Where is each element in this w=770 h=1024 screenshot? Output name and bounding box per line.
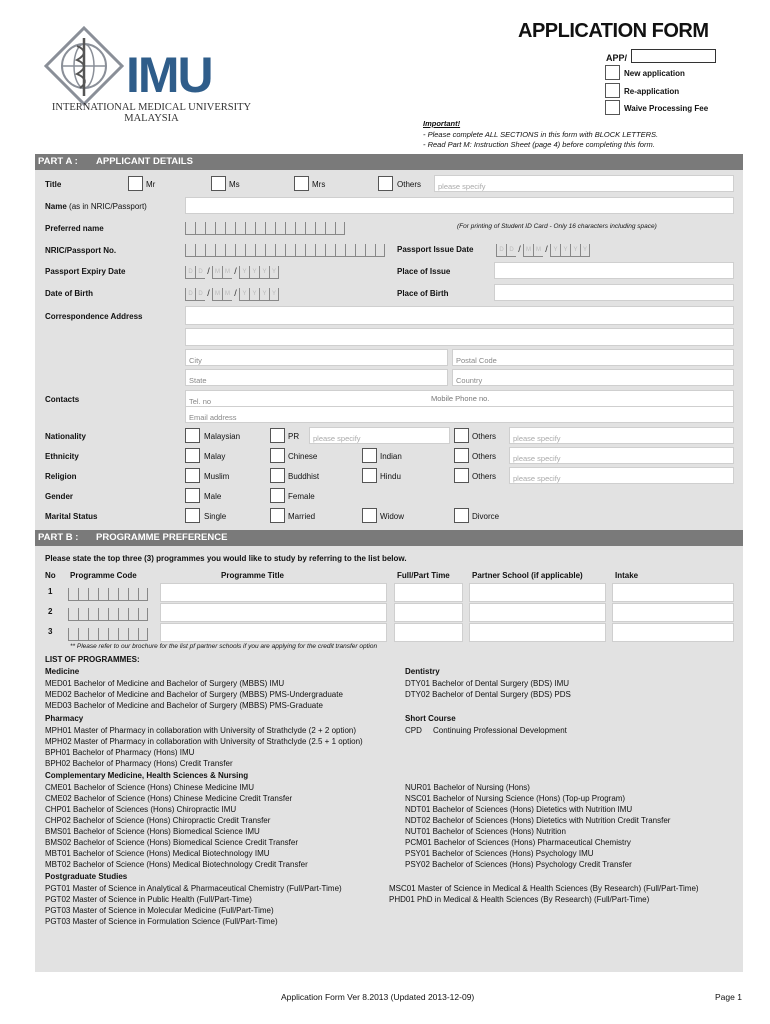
programme-item: MBT01 Bachelor of Science (Hons) Medical Biotechnology IMU (45, 849, 270, 858)
placeholder: Tel. no (189, 397, 212, 406)
programme-item: PGT03 Master of Science in Formulation Science (Full/Part-Time) (45, 917, 278, 926)
important-line: - Please complete ALL SECTIONS in this form with BLOCK LETTERS. (423, 129, 659, 139)
col-full-part-time: Full/Part Time (397, 571, 450, 580)
gender-female-checkbox[interactable] (270, 488, 285, 503)
programme-item: BPH01 Bachelor of Pharmacy (Hons) IMU (45, 748, 195, 757)
place-of-issue-input[interactable] (494, 262, 734, 279)
re-application-label: Re-application (624, 87, 680, 96)
placeholder: Postal Code (456, 356, 497, 365)
programme-item: CME01 Bachelor of Science (Hons) Chinese Medicine IMU (45, 783, 254, 792)
intake-input[interactable] (612, 603, 734, 622)
col-programme-code: Programme Code (70, 571, 137, 580)
preferred-name-boxes[interactable] (185, 222, 345, 235)
logo (44, 26, 259, 124)
programme-item: MED02 Bachelor of Medicine and Bachelor of Surgery (MBBS) PMS-Undergraduate (45, 690, 343, 699)
app-label: APP/ (606, 53, 628, 63)
address-line-1-input[interactable] (185, 306, 734, 325)
nationality-pr-checkbox[interactable] (270, 428, 285, 443)
important-note (423, 119, 658, 151)
programme-item: NDT02 Bachelor of Sciences (Hons) Dietetics with Nutrition Credit Transfer (405, 816, 671, 825)
nationality-malaysian-checkbox[interactable] (185, 428, 200, 443)
waive-fee-checkbox[interactable] (605, 100, 620, 115)
religion-others-checkbox[interactable] (454, 468, 469, 483)
part-b-label: PART B : (38, 532, 79, 543)
partner-school-input[interactable] (469, 603, 606, 622)
programme-item: NSC01 Bachelor of Nursing Science (Hons) (Top-up Program) (405, 794, 626, 803)
programme-item: PGT03 Master of Science in Molecular Medicine (Full/Part-Time) (45, 906, 274, 915)
preferred-name-note: (For printing of Student ID Card - Only 16 characters including space) (457, 223, 657, 230)
col-no: No (45, 571, 56, 580)
full-part-time-input[interactable] (394, 603, 463, 622)
row-number: 2 (48, 607, 53, 616)
part-b-header (35, 530, 743, 546)
intake-input[interactable] (612, 623, 734, 642)
address-line-2-input[interactable] (185, 328, 734, 346)
title-others-checkbox[interactable] (378, 176, 393, 191)
programme-item: MED01 Bachelor of Medicine and Bachelor of Surgery (MBBS) IMU (45, 679, 285, 688)
programme-item: MBT02 Bachelor of Science (Hons) Medical Biotechnology Credit Transfer (45, 860, 308, 869)
footer-page: Page 1 (715, 992, 742, 1002)
placeholder: please specify (313, 434, 361, 443)
placeholder: City (189, 356, 202, 365)
name-label-sub: (as in NRIC/Passport) (69, 202, 147, 211)
programme-item: CPD Continuing Professional Development (405, 726, 567, 735)
ethnicity-specify-input[interactable] (509, 447, 734, 464)
new-application-label: New application (624, 69, 685, 78)
medicine-heading: Medicine (45, 667, 80, 676)
title-label: Title (45, 180, 62, 189)
row-number: 3 (48, 627, 53, 636)
pharmacy-heading: Pharmacy (45, 714, 84, 723)
name-label (45, 202, 147, 211)
country-input[interactable] (452, 369, 734, 386)
col-programme-title: Programme Title (221, 571, 284, 580)
part-a-title: APPLICANT DETAILS (96, 156, 193, 167)
programme-item: NUR01 Bachelor of Nursing (Hons) (405, 783, 530, 792)
programme-item: PHD01 PhD in Medical & Health Sciences (By Research) (Full/Part-Time) (389, 895, 650, 904)
gender-male-label: Male (204, 492, 222, 501)
nationality-label: Nationality (45, 432, 86, 441)
app-number-input[interactable] (631, 49, 716, 63)
religion-buddhist-label: Buddhist (288, 472, 320, 481)
programme-item: NDT01 Bachelor of Sciences (Hons) Dietetics with Nutrition IMU (405, 805, 633, 814)
marital-divorce-label: Divorce (472, 512, 500, 521)
placeholder: State (189, 376, 207, 385)
programme-item: BPH02 Bachelor of Pharmacy (Hons) Credit Transfer (45, 759, 233, 768)
marital-widow-checkbox[interactable] (362, 508, 377, 523)
ethnicity-chinese-checkbox[interactable] (270, 448, 285, 463)
placeholder: Email address (189, 413, 237, 422)
programme-item: DTY01 Bachelor of Dental Surgery (BDS) IMU (405, 679, 570, 688)
programme-item: PSY01 Bachelor of Sciences (Hons) Psychology IMU (405, 849, 594, 858)
marital-divorce-checkbox[interactable] (454, 508, 469, 523)
programme-item: MED03 Bachelor of Medicine and Bachelor of Surgery (MBBS) PMS-Graduate (45, 701, 323, 710)
important-title: Important! (423, 119, 461, 128)
passport-issue-date-label: Passport Issue Date (397, 245, 474, 254)
imu-globe-icon (44, 26, 124, 106)
ethnicity-chinese-label: Chinese (288, 452, 318, 461)
partner-school-input[interactable] (469, 623, 606, 642)
ethnicity-indian-label: Indian (380, 452, 402, 461)
footer-version: Application Form Ver 8.2013 (Updated 2013-12-09) (281, 992, 475, 1002)
list-title: LIST OF PROGRAMMES: (45, 655, 140, 664)
title-mrs-checkbox[interactable] (294, 176, 309, 191)
nationality-malaysian-label: Malaysian (204, 432, 241, 441)
name-input[interactable] (185, 197, 734, 214)
nric-label: NRIC/Passport No. (45, 246, 117, 255)
passport-issue-date-boxes[interactable]: D D / M M / Y Y Y Y (496, 244, 590, 257)
nationality-pr-label: PR (288, 432, 300, 441)
passport-expiry-label: Passport Expiry Date (45, 267, 126, 276)
dob-label: Date of Birth (45, 289, 93, 298)
passport-expiry-boxes[interactable]: D D / M M / Y Y Y Y (185, 266, 279, 279)
part-a-header (35, 154, 743, 170)
religion-buddhist-checkbox[interactable] (270, 468, 285, 483)
email-input[interactable] (185, 406, 734, 423)
place-of-birth-input[interactable] (494, 284, 734, 301)
re-application-checkbox[interactable] (605, 83, 620, 98)
programme-item: PGT02 Master of Science in Public Health (Full/Part-Time) (45, 895, 252, 904)
row-number: 1 (48, 587, 53, 596)
name-label-text: Name (45, 202, 67, 211)
title-mr-label: Mr (146, 180, 156, 189)
title-mrs-label: Mrs (312, 180, 326, 189)
marital-married-checkbox[interactable] (270, 508, 285, 523)
dob-boxes[interactable]: D D / M M / Y Y Y Y (185, 288, 279, 301)
mobile-label: Mobile Phone no. (431, 394, 490, 403)
university-country: MALAYSIA (124, 113, 179, 124)
contacts-label: Contacts (45, 395, 80, 404)
programme-item: PGT01 Master of Science in Analytical & Pharmaceutical Chemistry (Full/Part-Time) (45, 884, 342, 893)
placeholder: please specify (513, 454, 561, 463)
placeholder: please specify (513, 434, 561, 443)
religion-hindu-label: Hindu (380, 472, 401, 481)
ethnicity-others-label: Others (472, 452, 497, 461)
nationality-specify-input[interactable] (509, 427, 734, 444)
preferred-name-label: Preferred name (45, 224, 104, 233)
place-of-issue-label: Place of Issue (397, 267, 451, 276)
programme-title-input[interactable] (160, 583, 387, 602)
university-name: INTERNATIONAL MEDICAL UNIVERSITY (51, 102, 252, 113)
programme-code-boxes[interactable] (68, 628, 148, 641)
waive-fee-label: Waive Processing Fee (624, 104, 709, 113)
programme-item: BMS02 Bachelor of Science (Hons) Biomedical Science Credit Transfer (45, 838, 298, 847)
correspondence-address-label: Correspondence Address (45, 312, 143, 321)
full-part-time-input[interactable] (394, 623, 463, 642)
religion-label: Religion (45, 472, 77, 481)
col-intake: Intake (615, 571, 639, 580)
programme-code-boxes[interactable] (68, 588, 148, 601)
programme-item: NUT01 Bachelor of Sciences (Hons) Nutrition (405, 827, 566, 836)
religion-muslim-label: Muslim (204, 472, 230, 481)
programme-title-input[interactable] (160, 623, 387, 642)
religion-muslim-checkbox[interactable] (185, 468, 200, 483)
marital-married-label: Married (288, 512, 316, 521)
placeholder: please specify (438, 182, 486, 191)
ethnicity-others-checkbox[interactable] (454, 448, 469, 463)
programme-item: DTY02 Bachelor of Dental Surgery (BDS) PDS (405, 690, 571, 699)
title-others-label: Others (397, 180, 422, 189)
programme-item: PSY02 Bachelor of Sciences (Hons) Psychology Credit Transfer (405, 860, 632, 869)
ethnicity-malay-label: Malay (204, 452, 226, 461)
programme-item: PCM01 Bachelor of Sciences (Hons) Pharmaceutical Chemistry (405, 838, 631, 847)
gender-male-checkbox[interactable] (185, 488, 200, 503)
pr-specify-input[interactable] (309, 427, 450, 444)
religion-others-label: Others (472, 472, 497, 481)
marital-single-label: Single (204, 512, 227, 521)
nationality-others-checkbox[interactable] (454, 428, 469, 443)
part-b-instruction: Please state the top three (3) programmes you would like to study by referring to the list below. (45, 554, 407, 563)
partner-school-note: ** Please refer to our brochure for the list pf partner schools if you are applying for the credit transfer option (70, 643, 378, 650)
placeholder: Country (456, 376, 483, 385)
programme-item: MPH02 Master of Pharmacy in collaboration with University of Strathclyde (2.5 + 1 option) (45, 737, 363, 746)
gender-label: Gender (45, 492, 74, 501)
placeholder: please specify (513, 474, 561, 483)
title-ms-checkbox[interactable] (211, 176, 226, 191)
programme-title-input[interactable] (160, 603, 387, 622)
programme-item: BMS01 Bachelor of Science (Hons) Biomedical Science IMU (45, 827, 260, 836)
programme-item: MPH01 Master of Pharmacy in collaboration with University of Strathclyde (2 + 2 option) (45, 726, 357, 735)
part-a-label: PART A : (38, 156, 78, 167)
title-ms-label: Ms (229, 180, 240, 189)
postgrad-heading: Postgraduate Studies (45, 872, 128, 881)
programme-item: CHP02 Bachelor of Science (Hons) Chiropractic Credit Transfer (45, 816, 271, 825)
programme-code-boxes[interactable] (68, 608, 148, 621)
intake-input[interactable] (612, 583, 734, 602)
marital-single-checkbox[interactable] (185, 508, 200, 523)
programme-item: MSC01 Master of Science in Medical & Health Sciences (By Research) (Full/Part-Time) (389, 884, 699, 893)
place-of-birth-label: Place of Birth (397, 289, 449, 298)
partner-school-input[interactable] (469, 583, 606, 602)
marital-widow-label: Widow (380, 512, 405, 521)
programme-item: CME02 Bachelor of Science (Hons) Chinese Medicine Credit Transfer (45, 794, 293, 803)
religion-specify-input[interactable] (509, 467, 734, 484)
city-input[interactable] (185, 349, 448, 366)
ethnicity-malay-checkbox[interactable] (185, 448, 200, 463)
new-application-checkbox[interactable] (605, 65, 620, 80)
logo-text: IMU (126, 47, 212, 103)
dentistry-heading: Dentistry (405, 667, 440, 676)
comp-heading: Complementary Medicine, Health Sciences & Nursing (45, 771, 249, 780)
religion-hindu-checkbox[interactable] (362, 468, 377, 483)
title-mr-checkbox[interactable] (128, 176, 143, 191)
gender-female-label: Female (288, 492, 315, 501)
ethnicity-label: Ethnicity (45, 452, 79, 461)
title-specify-input[interactable] (434, 175, 734, 192)
state-input[interactable] (185, 369, 448, 386)
important-line: - Read Part M: Instruction Sheet (page 4) before completing this form. (423, 140, 655, 149)
full-part-time-input[interactable] (394, 583, 463, 602)
col-partner-school: Partner School (if applicable) (472, 571, 583, 580)
marital-status-label: Marital Status (45, 512, 98, 521)
form-title: APPLICATION FORM (518, 20, 709, 42)
nationality-others-label: Others (472, 432, 497, 441)
programme-item: CHP01 Bachelor of Sciences (Hons) Chiropractic IMU (45, 805, 237, 814)
nric-boxes[interactable] (185, 244, 385, 257)
short-course-heading: Short Course (405, 714, 456, 723)
ethnicity-indian-checkbox[interactable] (362, 448, 377, 463)
part-b-title: PROGRAMME PREFERENCE (96, 532, 228, 543)
postal-code-input[interactable] (452, 349, 734, 366)
